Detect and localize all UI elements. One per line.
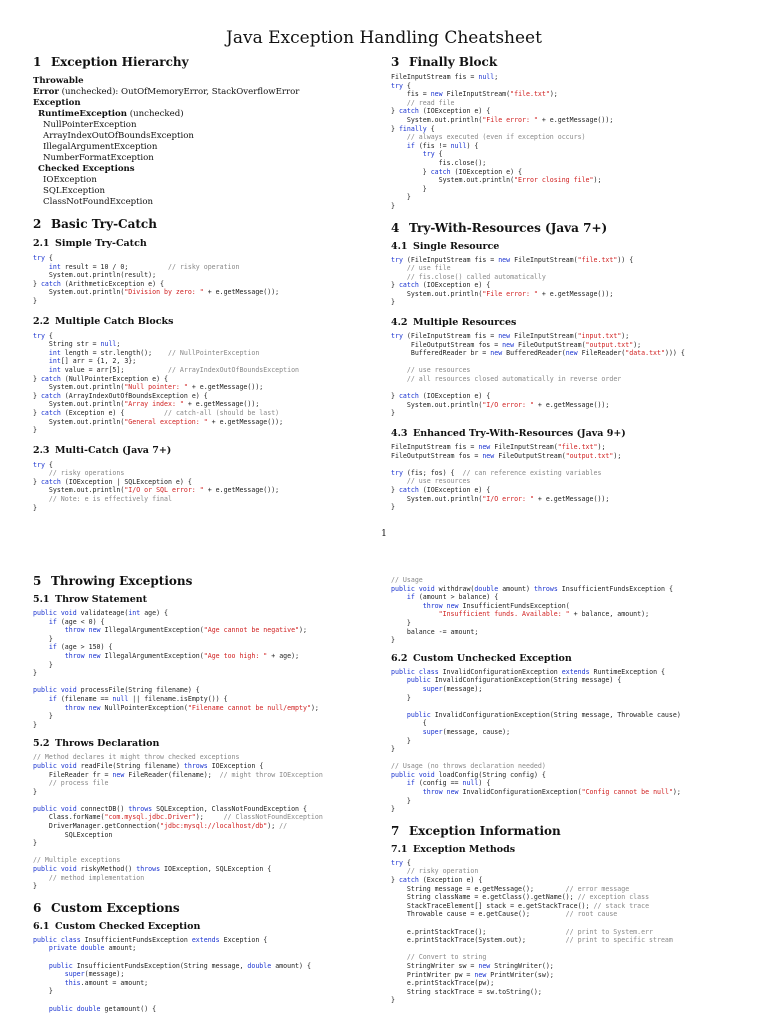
code-line: try { xyxy=(33,254,53,262)
code-line: } xyxy=(33,882,37,891)
code-line: throw new NullPointerException("Filename cannot be null/empty"); xyxy=(64,703,319,712)
code-line: "Insufficient funds. Available: " + balance, amount); xyxy=(438,610,650,619)
code-line: int[] arr = {1, 2, 3}; xyxy=(48,357,137,366)
code-line: try { xyxy=(33,331,53,340)
subsection-heading: 4.3 Enhanced Try-With-Resources (Java 9+) xyxy=(391,428,626,439)
code-line: } xyxy=(391,201,395,210)
code-line: } catch (IOException e) { xyxy=(391,107,491,116)
code-line: FileInputStream fis = null; xyxy=(391,73,499,81)
code-block xyxy=(33,936,393,1013)
code-line: } xyxy=(391,996,395,1005)
hierarchy-class-name: Checked Exceptions xyxy=(38,164,135,174)
code-line: String message = e.getMessage(); // error message xyxy=(391,884,630,893)
code-line: // method implementation xyxy=(48,873,145,882)
code-line: public InvalidConfigurationException(String message) { xyxy=(406,676,622,685)
code-line: } xyxy=(33,503,37,512)
code-line: int value = arr[5]; // ArrayIndexOutOfBoundsException xyxy=(48,365,300,374)
code-line: throw new IllegalArgumentException("Age cannot be negative"); xyxy=(64,626,307,635)
left-column-page2 xyxy=(33,574,393,1013)
code-line: } catch (IOException e) { xyxy=(391,167,523,176)
subsection-heading: 6.2 Custom Unchecked Exception xyxy=(391,652,572,664)
subsection-heading: 5.2 Throws Declaration xyxy=(33,738,160,750)
section-heading: 4 Try-With-Resources (Java 7+) xyxy=(391,220,608,235)
code-line: int result = 10 / 0; // risky operation xyxy=(48,262,240,271)
code-line: // Usage (no throws declaration needed) xyxy=(391,762,546,771)
section-heading: 6 Custom Exceptions xyxy=(33,900,180,915)
subsection-heading: 2.3 Multi-Catch (Java 7+) xyxy=(33,444,172,456)
code-line: if (age > 150) { xyxy=(48,643,113,652)
hierarchy-item xyxy=(33,87,393,98)
code-line: System.out.println("I/O or SQL error: " + e.getMessage()); xyxy=(33,486,280,495)
code-line: try { xyxy=(391,81,411,90)
subsection-heading: 2.2 Multiple Catch Blocks xyxy=(33,315,174,327)
section-heading: 2 Basic Try-Catch xyxy=(33,217,157,231)
hierarchy-item xyxy=(33,120,393,131)
code-line: // use resources xyxy=(406,477,471,486)
code-line: // always executed (even if exception occurs) xyxy=(406,133,586,142)
code-line: if (amount > balance) { xyxy=(406,593,499,602)
right-column-page1 xyxy=(391,55,751,512)
code-line: super(message, cause); xyxy=(422,727,511,736)
code-line: try (FileInputStream fis = new FileInputStream("file.txt")) { xyxy=(391,255,634,264)
code-line: System.out.println("File error: " + e.getMessage()); xyxy=(391,115,614,124)
code-line: } xyxy=(33,660,53,669)
code-line: public void connectDB() throws SQLException, ClassNotFoundException { xyxy=(33,804,307,813)
hierarchy-detail: NumberFormatException xyxy=(43,153,154,163)
hierarchy-item xyxy=(33,175,393,186)
code-line: FileInputStream fis = new FileInputStream("file.txt"); xyxy=(391,443,606,451)
code-line: throw new InvalidConfigurationException("Config cannot be null"); xyxy=(422,788,681,797)
code-line: String stackTrace = sw.toString(); xyxy=(391,987,542,996)
code-line: String str = null; xyxy=(33,340,121,349)
code-line: super(message); xyxy=(64,970,125,979)
code-line: balance -= amount; xyxy=(391,627,479,636)
code-line: try { xyxy=(422,150,443,159)
code-line: } xyxy=(33,426,37,435)
code-block xyxy=(391,73,751,211)
code-line: System.out.println(result); xyxy=(33,271,157,280)
code-line: System.out.println("Null pointer: " + e.getMessage()); xyxy=(33,383,264,392)
code-line: } xyxy=(391,618,411,627)
hierarchy-item xyxy=(33,153,393,164)
code-line: // read file xyxy=(406,98,455,107)
code-line: Class.forName("com.mysql.jdbc.Driver"); // ClassNotFoundException xyxy=(33,813,323,822)
code-line: System.out.println("General exception: " + e.getMessage()); xyxy=(33,417,284,426)
code-line: } xyxy=(391,193,411,202)
document-title: Java Exception Handling Cheatsheet xyxy=(226,28,542,48)
code-line: // use resources xyxy=(406,366,471,375)
code-line: SQLException xyxy=(33,830,113,839)
hierarchy-item xyxy=(33,131,393,142)
hierarchy-detail: NullPointerException xyxy=(43,120,137,130)
code-line: // Note: e is effectively final xyxy=(48,495,172,504)
code-line: System.out.println("File error: " + e.getMessage()); xyxy=(391,289,614,298)
code-line: super(message); xyxy=(422,684,483,693)
code-line: private double amount; xyxy=(48,944,137,953)
subsection-heading: 6.1 Custom Checked Exception xyxy=(33,920,201,932)
code-line: throw new IllegalArgumentException("Age too high: " + age); xyxy=(64,651,300,660)
code-line: System.out.println("Division by zero: " + e.getMessage()); xyxy=(33,288,280,297)
code-block xyxy=(33,461,393,513)
hierarchy-detail: IOException xyxy=(43,175,97,185)
code-line: } xyxy=(391,745,395,754)
code-line: this.amount = amount; xyxy=(64,978,149,987)
hierarchy-item xyxy=(33,197,393,208)
code-line: public void processFile(String filename) { xyxy=(33,686,200,695)
hierarchy-detail: (unchecked) xyxy=(127,109,184,119)
hierarchy-item xyxy=(33,98,393,109)
code-line: } xyxy=(391,796,411,805)
section-heading: 1 Exception Hierarchy xyxy=(33,55,189,69)
hierarchy-detail: SQLException xyxy=(43,186,106,196)
hierarchy-detail: (unchecked): OutOfMemoryError, StackOverflowError xyxy=(58,87,300,97)
code-block xyxy=(391,443,751,512)
page-2 xyxy=(0,556,768,1024)
hierarchy-item xyxy=(33,76,393,87)
code-line: FileOutputStream fos = new FileOutputStream("output.txt"); xyxy=(391,340,642,349)
code-line: // all resources closed automatically in reverse order xyxy=(406,375,622,384)
code-line: } catch (ArithmeticException e) { xyxy=(33,279,165,288)
code-line: BufferedReader br = new BufferedReader(new FileReader("data.txt"))) { xyxy=(391,349,685,358)
code-line: // risky operations xyxy=(48,469,125,478)
hierarchy-class-name: Error xyxy=(33,87,59,97)
code-line: } xyxy=(391,503,395,512)
code-block xyxy=(391,332,751,418)
section-heading: 5 Throwing Exceptions xyxy=(33,574,193,588)
code-line: if (age < 0) { xyxy=(48,617,105,626)
code-line: public class InsufficientFundsException extends Exception { xyxy=(33,935,268,944)
code-line: // process file xyxy=(48,779,109,788)
code-line: } xyxy=(391,636,395,645)
code-block xyxy=(33,332,393,435)
code-line: if (filename == null || filename.isEmpty()) { xyxy=(48,694,228,703)
code-line: } xyxy=(33,987,53,996)
code-line: if (fis != null) { xyxy=(406,141,479,150)
code-line: PrintWriter pw = new PrintWriter(sw); xyxy=(391,970,554,979)
code-line: } xyxy=(391,184,427,193)
code-line: } catch (IOException e) { xyxy=(391,392,491,401)
code-line: System.out.println("Error closing file"); xyxy=(391,176,602,185)
code-line: public void withdraw(double amount) throws InsufficientFundsException { xyxy=(391,584,673,593)
code-line: // Usage xyxy=(391,576,423,584)
code-line: } catch (NullPointerException e) { xyxy=(33,374,168,383)
code-line: } catch (Exception e) { xyxy=(391,876,483,885)
code-line: } xyxy=(391,736,411,745)
code-line: // Convert to string xyxy=(406,953,487,962)
code-line: // use file xyxy=(406,264,451,273)
code-line: String className = e.getClass().getName(); // exception class xyxy=(391,893,650,902)
code-line: fis.close(); xyxy=(391,158,487,167)
code-line: } xyxy=(33,787,37,796)
code-block xyxy=(391,576,751,645)
code-line: } xyxy=(391,298,395,307)
code-line: } catch (IOException e) { xyxy=(391,485,491,494)
code-line: System.out.println("Array index: " + e.getMessage()); xyxy=(33,400,260,409)
code-block xyxy=(33,254,393,306)
code-line: throw new InsufficientFundsException( xyxy=(422,601,570,610)
section-heading: 3 Finally Block xyxy=(391,55,498,69)
code-line: try (FileInputStream fis = new FileInputStream("input.txt"); xyxy=(391,332,630,341)
code-line: System.out.println("I/O error: " + e.getMessage()); xyxy=(391,494,610,503)
code-line: public double getamount() { xyxy=(48,1004,157,1013)
code-line: } finally { xyxy=(391,124,435,133)
code-line: } xyxy=(391,693,411,702)
code-line: // Method declares it might throw checked exceptions xyxy=(33,753,240,762)
code-line: int length = str.length(); // NullPointerException xyxy=(48,348,260,357)
subsection-heading: 4.2 Multiple Resources xyxy=(391,317,517,329)
code-line: } xyxy=(391,805,395,814)
code-block xyxy=(391,859,751,1005)
code-block xyxy=(391,256,751,308)
hierarchy-detail: ClassNotFoundException xyxy=(43,197,154,207)
code-line: } xyxy=(33,720,37,729)
hierarchy-item xyxy=(33,109,393,120)
hierarchy-item xyxy=(33,142,393,153)
code-line: // Multiple exceptions xyxy=(33,856,121,865)
exception-hierarchy-list xyxy=(33,76,393,208)
code-block xyxy=(391,668,751,814)
page-number: 1 xyxy=(381,529,387,539)
code-line: } catch (IOException e) { xyxy=(391,281,491,290)
code-line: } catch (ArrayIndexOutOfBoundsException e) { xyxy=(33,391,208,400)
code-line: System.out.println("I/O error: " + e.getMessage()); xyxy=(391,400,610,409)
code-line: fis = new FileInputStream("file.txt"); xyxy=(391,90,558,99)
hierarchy-detail: IllegalArgumentException xyxy=(43,142,158,152)
code-line: } xyxy=(391,409,395,418)
code-line: e.printStackTrace(); // print to System.err xyxy=(391,927,654,936)
code-block xyxy=(33,753,393,891)
hierarchy-item xyxy=(33,186,393,197)
hierarchy-class-name: Throwable xyxy=(33,76,84,86)
subsection-heading: 2.1 Simple Try-Catch xyxy=(33,238,147,249)
code-line: Throwable cause = e.getCause(); // root cause xyxy=(391,910,618,919)
subsection-heading: 5.1 Throw Statement xyxy=(33,594,148,605)
section-heading: 7 Exception Information xyxy=(391,823,561,838)
code-line: public class InvalidConfigurationException extends RuntimeException { xyxy=(391,667,665,676)
hierarchy-detail: ArrayIndexOutOfBoundsException xyxy=(43,131,194,141)
code-line: e.printStackTrace(System.out); // print to specific stream xyxy=(391,936,673,945)
hierarchy-class-name: Exception xyxy=(33,98,81,108)
code-line: try { xyxy=(391,858,411,867)
subsection-heading: 4.1 Single Resource xyxy=(391,240,500,252)
code-line: e.printStackTrace(pw); xyxy=(391,979,495,988)
code-line: public void loadConfig(String config) { xyxy=(391,770,546,779)
code-line: // fis.close() called automatically xyxy=(406,272,546,281)
code-line: if (config == null) { xyxy=(406,779,491,788)
code-line: } catch (Exception e) { // catch-all (should be last) xyxy=(33,408,280,417)
code-line: public void validateage(int age) { xyxy=(33,609,169,617)
code-line: public InsufficientFundsException(String message, double amount) { xyxy=(48,961,311,970)
subsection-heading: 7.1 Exception Methods xyxy=(391,843,516,855)
code-line: StringWriter sw = new StringWriter(); xyxy=(391,961,554,970)
code-line: } xyxy=(33,669,37,678)
code-line: public InvalidConfigurationException(String message, Throwable cause) xyxy=(406,710,681,719)
hierarchy-class-name: RuntimeException xyxy=(38,109,128,119)
code-line: } xyxy=(33,839,37,848)
code-line: FileOutputStream fos = new FileOutputStream("output.txt"); xyxy=(391,451,622,460)
code-line: StackTraceElement[] stack = e.getStackTrace(); // stack trace xyxy=(391,901,650,910)
code-line: } xyxy=(33,712,53,721)
page-break xyxy=(0,549,768,555)
right-column-page2 xyxy=(391,576,751,1005)
left-column-page1 xyxy=(33,55,393,512)
hierarchy-item xyxy=(33,164,393,175)
code-line: try { xyxy=(33,460,53,469)
code-line: { xyxy=(391,719,427,728)
code-line: DriverManager.getConnection("jdbc:mysql://localhost/db"); // xyxy=(33,822,288,831)
code-line: } xyxy=(33,296,37,305)
code-block xyxy=(33,609,393,729)
code-line: try (fis; fos) { // can reference existing variables xyxy=(391,468,602,477)
code-line: public void riskyMethod() throws IOException, SQLException { xyxy=(33,865,272,874)
code-line: } xyxy=(33,634,53,643)
code-line: } catch (IOException | SQLException e) { xyxy=(33,477,192,486)
code-line: FileReader fr = new FileReader(filename); // might throw IOException xyxy=(33,770,323,779)
code-line: public void readFile(String filename) throws IOException { xyxy=(33,761,264,770)
code-line: // risky operation xyxy=(406,867,479,876)
